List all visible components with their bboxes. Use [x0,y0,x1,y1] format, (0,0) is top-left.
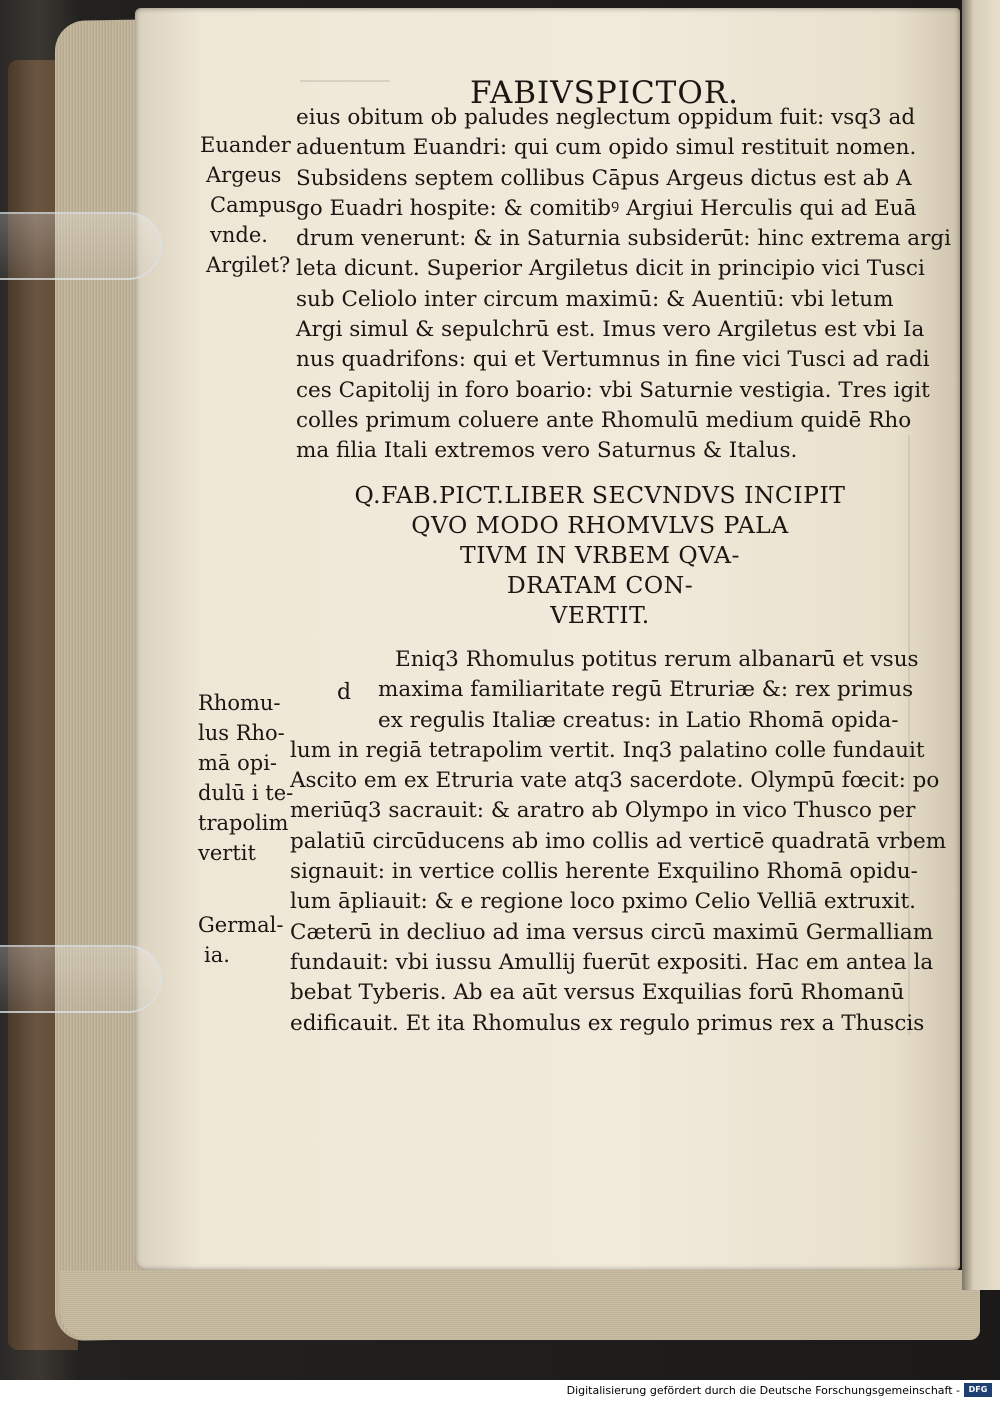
title-line: TIVM IN VRBEM QVA- [460,541,740,569]
text-line: nus quadrifons: qui et Vertumnus in fine vici Tusci ad radi [296,347,930,373]
text-line: go Euadri hospite: & comitibꝰ Argiui Herculis qui ad Euā [296,195,917,221]
text-line: aduentum Euandri: qui cum opido simul restituit nomen. [296,135,917,161]
text-line: ces Capitolij in foro boario: vbi Saturnie vestigia. Tres igit [296,377,930,403]
bleed-through-decor [300,50,390,82]
margin-note-line: vertit [198,841,256,865]
text-line: colles primum coluere ante Rhomulū medium quidē Rho [296,407,912,433]
body-paragraph-2 [290,645,947,1039]
margin-note-line: trapolim [198,811,289,835]
page-clip-bottom [0,945,162,1013]
body-paragraph-1 [296,103,952,467]
text-line: Subsidens septem collibus Cāpus Argeus dictus est ab A [296,165,912,191]
margin-note-line: lus Rho- [198,721,285,745]
text-line: Eniq3 Rhomulus potitus rerum albanarū et vsus [395,647,919,672]
margin-note-line: dulū i te- [198,781,294,805]
text-line: bebat Tyberis. Ab ea aūt versus Exquilias forū Rhomanū [290,980,905,1006]
title-line: QVO MODO RHOMVLVS PALA [411,511,789,539]
margin-note-line: Euander [200,133,291,157]
running-header: FABIVSPICTOR. [470,75,739,111]
text-line: lum in regiā tetrapolim vertit. Inq3 palatino colle fundauit [290,737,925,763]
margin-note-line: ia. [204,943,230,967]
margin-note-line: Argeus [206,163,282,187]
margin-note-line: Argilet? [206,253,291,277]
text-line: sub Celiolo inter circum maximū: & Auentiū: vbi letum [296,286,894,312]
margin-note-germalia [198,910,284,970]
text-line: eius obitum ob paludes neglectum oppidum fuit: vsq3 ad [296,105,916,130]
title-line: Q.FAB.PICT.LIBER SECVNDVS INCIPIT [354,481,846,509]
text-line: signauit: in vertice collis herente Exquilino Rhomā opidu- [290,859,918,885]
text-line: Ascito em ex Etruria vate atq3 sacerdote. Olympū fœcit: po [290,768,940,794]
text-line: lum āpliauit: & e regione loco pximo Celio Velliā extruxit. [290,889,916,915]
title-line: VERTIT. [550,601,650,629]
text-line: maxima familiaritate regū Etruriæ &: rex primus [378,677,914,703]
text-line: drum venerunt: & in Saturnia subsiderūt: hinc extrema argi [296,226,952,252]
margin-note-line: vnde. [210,223,268,247]
initial-guide-letter: d [337,680,352,705]
text-line: palatiū circūducens ab imo collis ad verticē quadratā vrbem [290,828,947,854]
footer-credit: Digitalisierung gefördert durch die Deutsche Forschungsgemeinschaft - [566,1384,960,1397]
text-line: meriūq3 sacrauit: & aratro ab Olympo in vico Thusco per [290,798,916,824]
text-line: edificauit. Et ita Rhomulus ex regulo primus rex a Thuscis [290,1010,925,1036]
text-line: ex regulis Italiæ creatus: in Latio Rhomā opida- [378,707,899,733]
section-title [300,480,900,630]
text-line: Cæterū in decliuo ad ima versus circū maximū Germalliam [290,919,934,945]
margin-note-rhomulus [198,688,293,868]
page-stack-bottom [60,1270,980,1340]
next-page-edge [962,0,1000,1290]
margin-note-euander [200,130,296,280]
dfg-logo: DFG [964,1383,992,1397]
text-line: Argi simul & sepulchrū est. Imus vero Argiletus est vbi Ia [296,317,925,343]
title-line: DRATAM CON- [506,571,694,599]
text-line: ma filia Itali extremos vero Saturnus & Italus. [296,438,798,464]
margin-note-line: mā opi- [198,751,278,775]
text-line: leta dicunt. Superior Argiletus dicit in principio vici Tusci [296,256,925,282]
margin-note-line: Rhomu- [198,691,281,715]
page-clip-top [0,212,162,280]
margin-note-line: Germal- [198,913,284,937]
margin-note-line: Campus [210,193,297,217]
text-line: fundauit: vbi iussu Amullij fuerūt expositi. Hac em antea la [290,949,934,975]
